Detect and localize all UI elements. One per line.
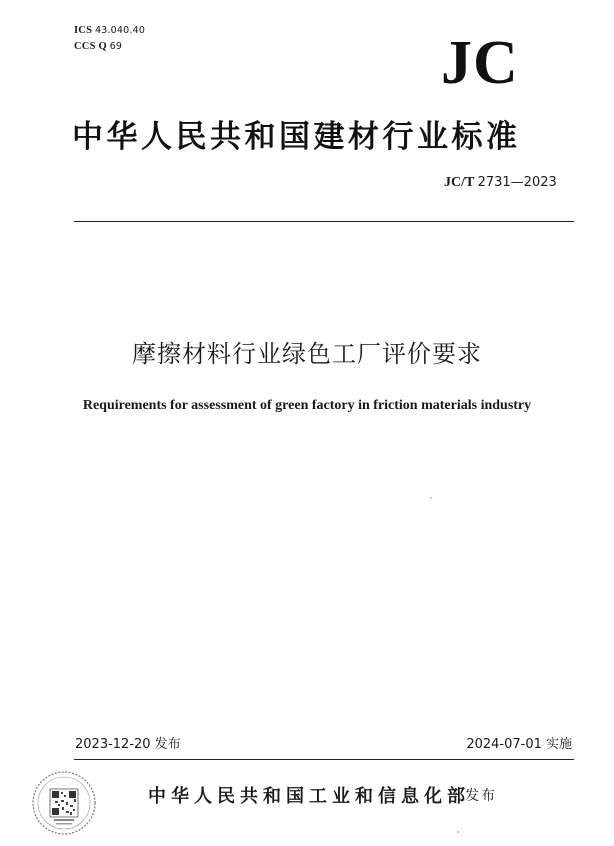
- ccs-code: [74, 41, 122, 52]
- document-title-cn: 摩擦材料行业绿色工厂评价要求: [132, 340, 482, 368]
- jc-logo: JC: [441, 29, 519, 97]
- release-date: 2023-12-20 发布: [75, 737, 181, 752]
- ics-label: ICS: [74, 25, 93, 36]
- ccs-prefix: Q: [98, 41, 107, 52]
- ccs-value: 69: [109, 41, 123, 52]
- standard-category-title: 中华人民共和国建材行业标准: [72, 119, 521, 155]
- qr-seal-icon: [30, 769, 98, 837]
- scan-speck: [430, 497, 432, 499]
- document-title-en: Requirements for assessment of green factory in friction materials industry: [82, 398, 532, 413]
- standard-code: [444, 175, 557, 191]
- implementation-date: 2024-07-01 实施: [466, 737, 572, 752]
- issue-label: 发布: [465, 788, 497, 804]
- ics-value: 43.040.40: [94, 25, 146, 36]
- issuing-authority: 中华人民共和国工业和信息化部: [148, 786, 470, 807]
- ccs-label: CCS: [74, 41, 96, 52]
- scan-speck: [457, 831, 459, 833]
- ics-code: [74, 25, 145, 36]
- standard-code-number: 2731—2023: [477, 175, 557, 190]
- standard-code-prefix: JC/T: [444, 175, 475, 190]
- top-divider: [74, 221, 574, 222]
- bottom-divider: [74, 759, 574, 760]
